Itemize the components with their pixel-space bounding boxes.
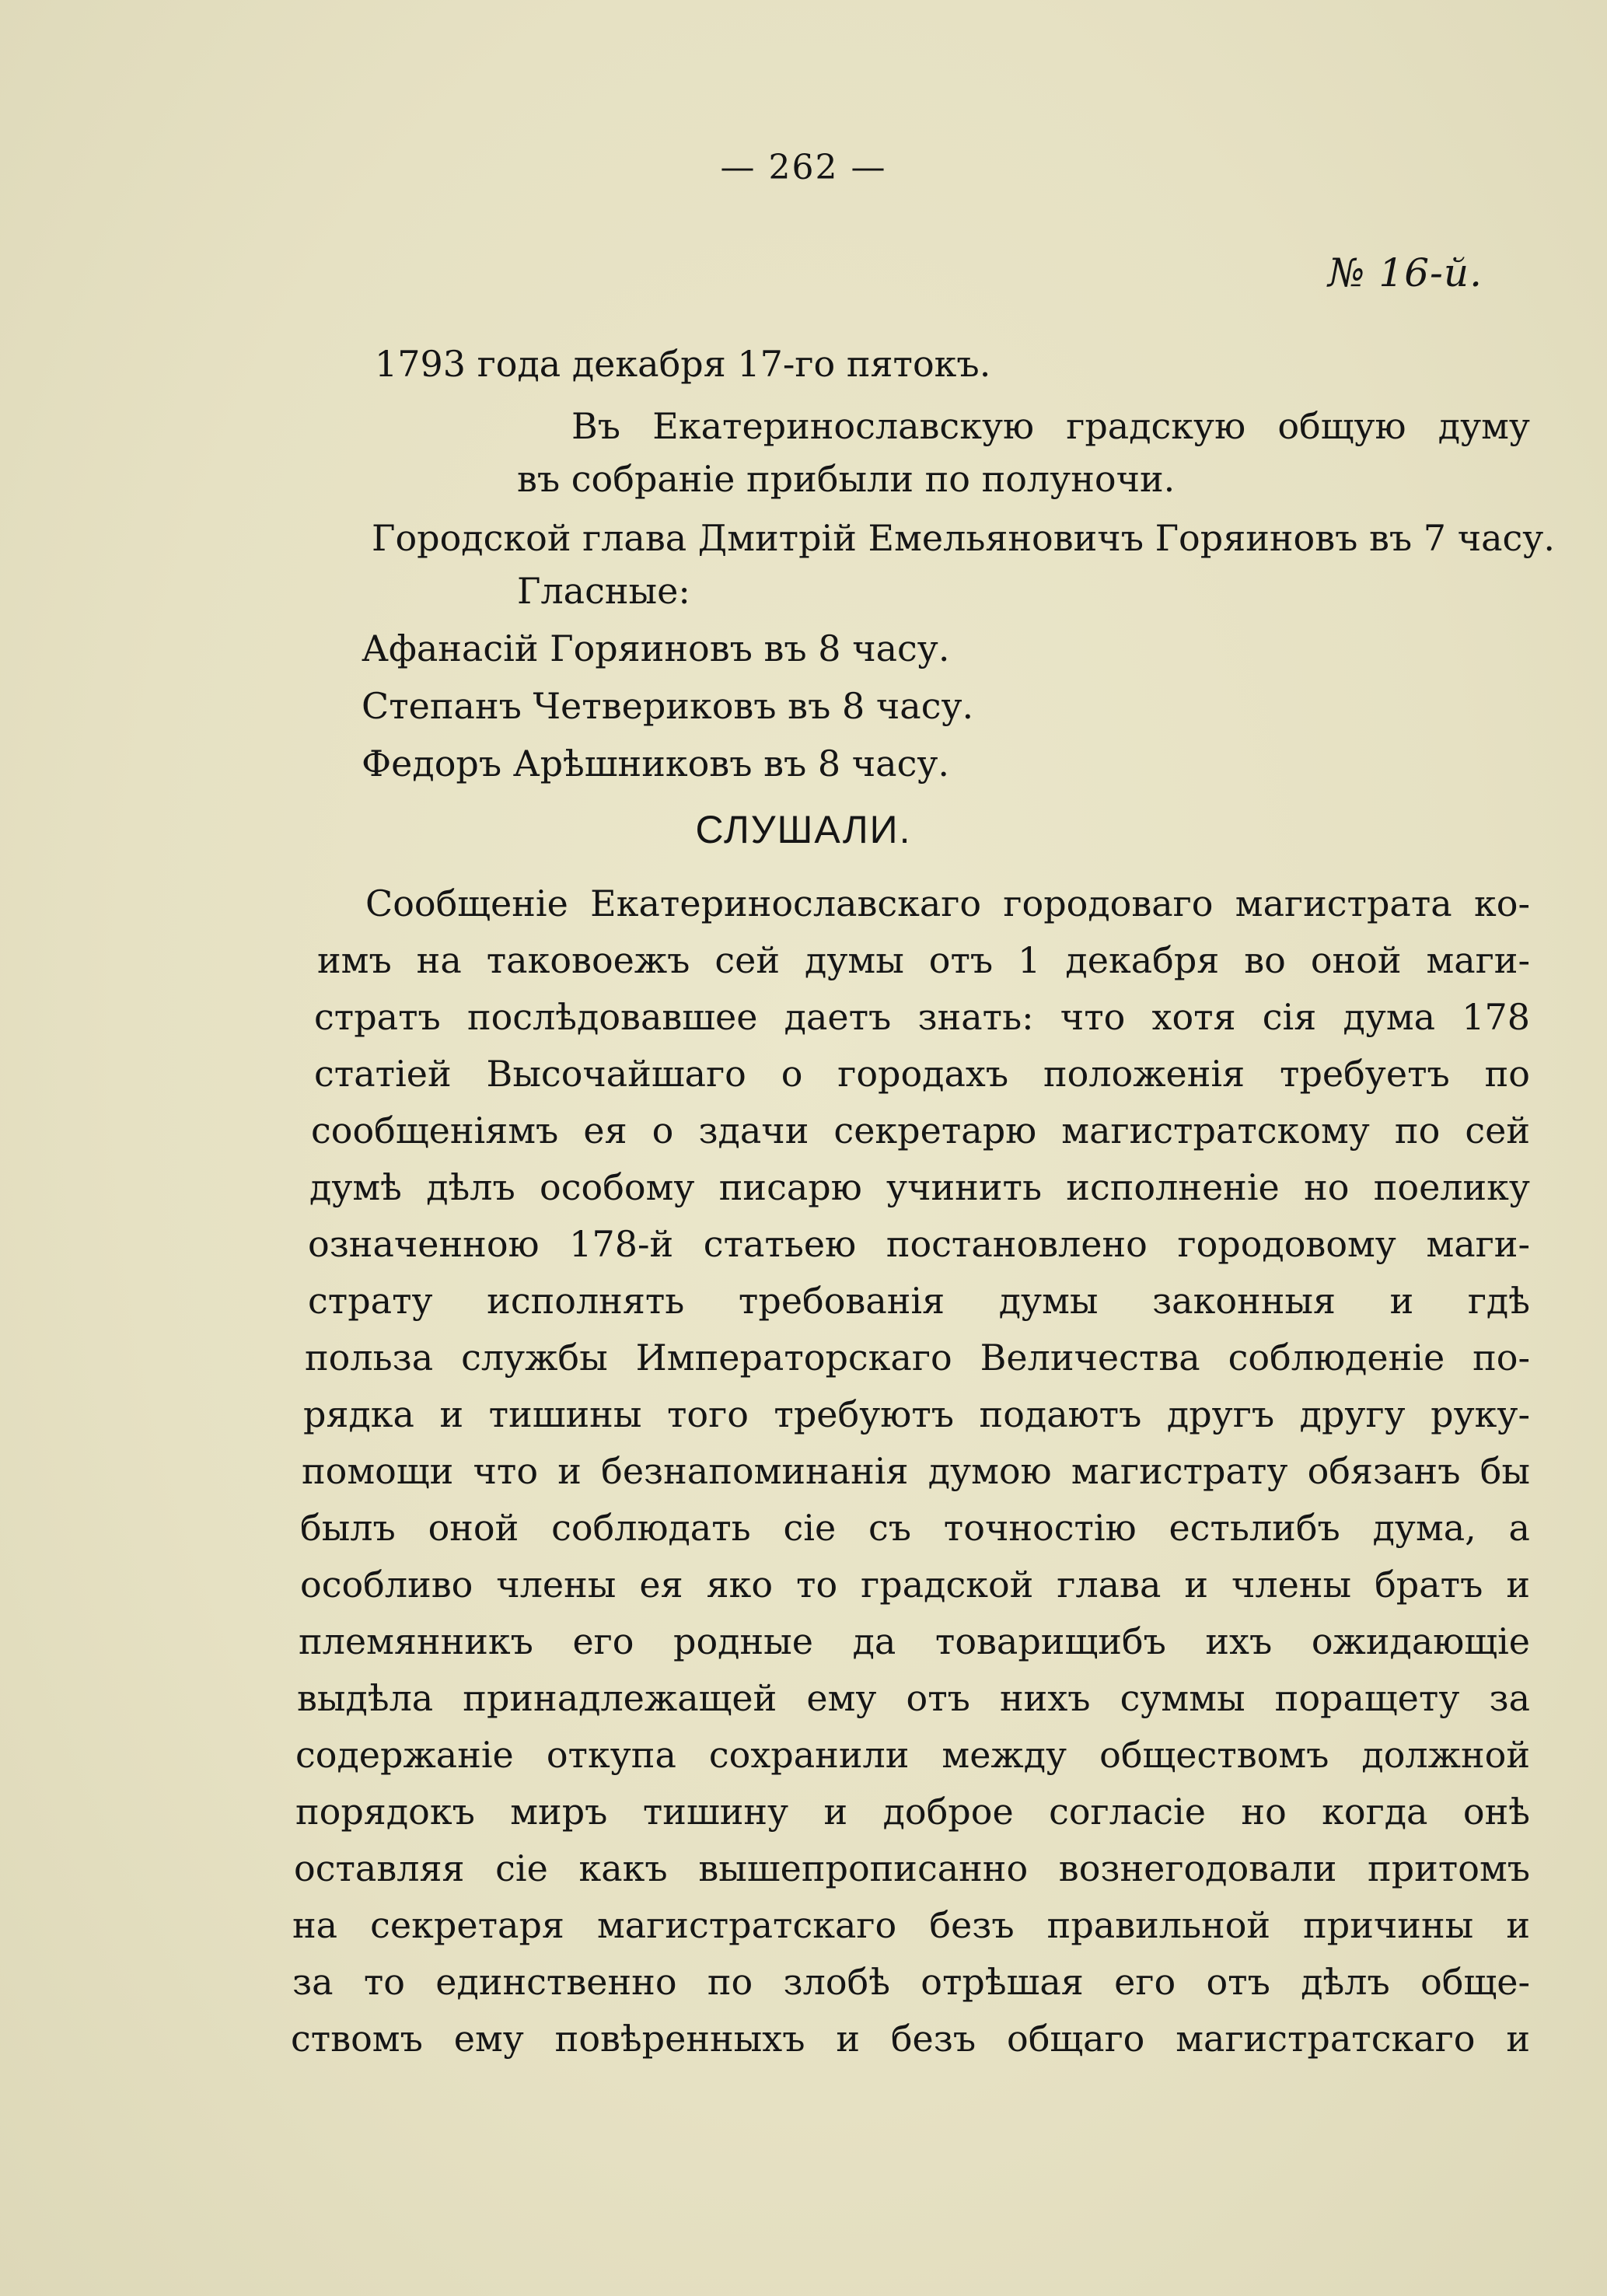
body-line: оставляя сіе какъ вышепрописанно вознегодовали притомъ bbox=[294, 1847, 1530, 1889]
body-line: племянникъ его родные да товарищибъ ихъ ожидающіе bbox=[299, 1620, 1530, 1662]
body-line: былъ оной соблюдать сіе съ точностію естьлибъ дума, а bbox=[300, 1507, 1530, 1549]
preamble-line: Въ Екатеринославскую градскую общую думу bbox=[571, 405, 1530, 447]
body-line: думѣ дѣлъ особому писарю учинить исполненіе но поелику bbox=[309, 1166, 1530, 1208]
body-line: за то единственно по злобѣ отрѣшая его отъ дѣлъ обще- bbox=[292, 1961, 1530, 2003]
attendee-line: Степанъ Четвериковъ въ 8 часу. bbox=[362, 685, 974, 727]
body-line: выдѣла принадлежащей ему отъ нихъ суммы поращету за bbox=[297, 1677, 1530, 1719]
body-line: имъ на таковоежъ сей думы отъ 1 декабря во оной маги- bbox=[317, 939, 1530, 981]
page-number: — 262 — bbox=[720, 148, 887, 187]
body-line: Сообщеніе Екатеринославскаго городоваго магистрата ко- bbox=[365, 882, 1530, 924]
attendee-line: Федоръ Арѣшниковъ въ 8 часу. bbox=[362, 743, 950, 785]
body-line: страту исполнять требованія думы законныя и гдѣ bbox=[308, 1280, 1530, 1322]
body-line: особливо члены ея яко то градской глава и члены братъ и bbox=[300, 1564, 1530, 1606]
body-line: на секретаря магистратскаго безъ правильной причины и bbox=[292, 1904, 1530, 1946]
body-line: сообщеніямъ ея о здачи секретарю магистратскому по сей bbox=[311, 1110, 1530, 1151]
body-line: содержаніе откупа сохранили между обществомъ должной bbox=[295, 1734, 1530, 1776]
preamble-line: въ собраніе прибыли по полуночи. bbox=[517, 458, 1176, 500]
attendee-line: Афанасій Горяиновъ въ 8 часу. bbox=[362, 627, 950, 669]
body-line: статіей Высочайшаго о городахъ положенія требуетъ по bbox=[314, 1053, 1530, 1095]
body-line: рядка и тишины того требуютъ подаютъ другъ другу руку- bbox=[303, 1393, 1530, 1435]
document-number: № 16-й. bbox=[1328, 250, 1483, 295]
preamble-line: Гласные: bbox=[517, 570, 690, 612]
body-line: означенною 178-й статьею постановлено городовому маги- bbox=[308, 1223, 1530, 1265]
body-line: порядокъ миръ тишину и доброе согласіе но когда онѣ bbox=[295, 1791, 1530, 1833]
date-line: 1793 года декабря 17-го пятокъ. bbox=[375, 343, 991, 385]
preamble-line: Городской глава Дмитрій Емельяновичъ Горяиновъ въ 7 часу. bbox=[372, 517, 1555, 559]
section-heading: СЛУШАЛИ. bbox=[695, 808, 912, 851]
body-line: ствомъ ему повѣренныхъ и безъ общаго магистратскаго и bbox=[291, 2018, 1530, 2060]
body-line: стратъ послѣдовавшее даетъ знать: что хотя сія дума 178 bbox=[314, 996, 1530, 1038]
body-line: польза службы Императорскаго Величества соблюденіе по- bbox=[305, 1337, 1530, 1379]
body-line: помощи что и безнапоминанія думою магистрату обязанъ бы bbox=[302, 1450, 1530, 1492]
